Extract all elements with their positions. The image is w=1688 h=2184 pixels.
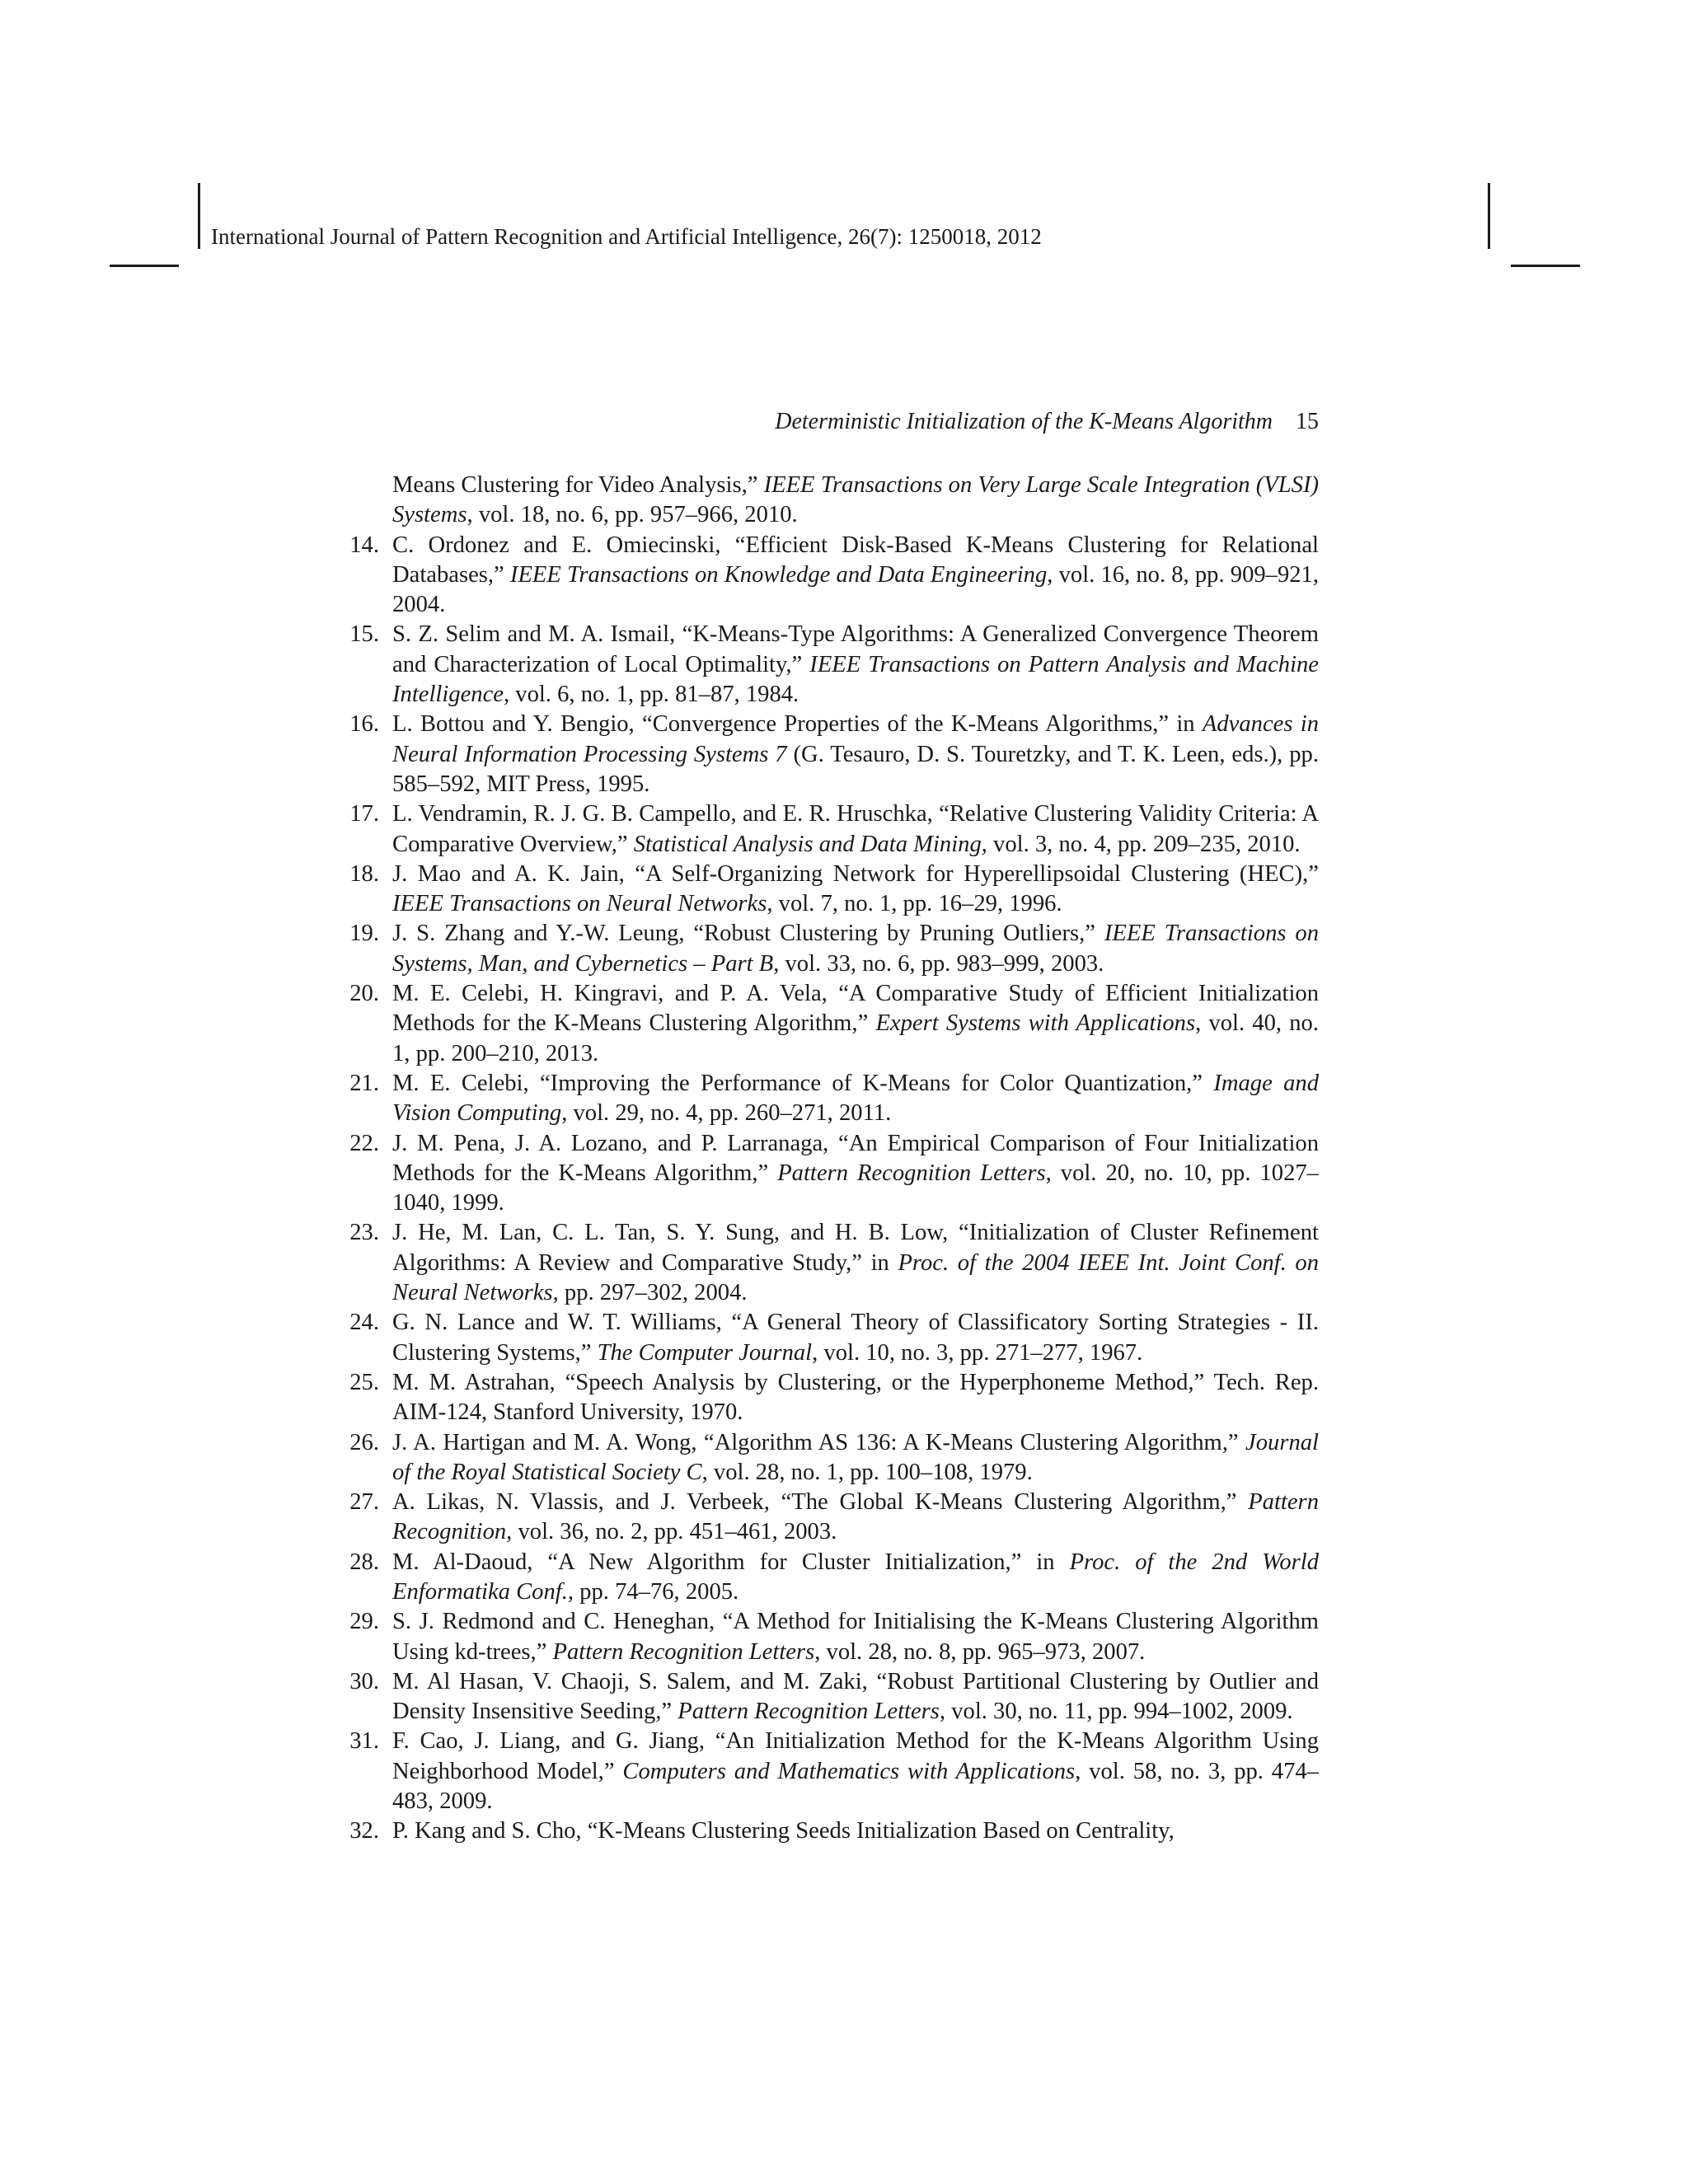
reference-segment: , pp. 297–302, 2004. [552,1280,748,1306]
reference-venue: Expert Systems with Applications [875,1010,1196,1037]
crop-mark-vertical-right [1488,183,1490,249]
reference-segment: J. A. Hartigan and M. A. Wong, “Algorithm AS 136: A K-Means Clustering Algorithm,” [392,1429,1246,1455]
reference-segment: J. He, M. Lan, C. L. Tan, S. Y. Sung, and H. B. Low, “Initialization of Cluster Refinement Algorithms: A Review and Comparative Study,” in [392,1220,1319,1276]
reference-segment: , vol. 3, no. 4, pp. 209–235, 2010. [981,831,1301,857]
reference-venue: Proc. of the 2004 IEEE Int. Joint Conf. on Neural Networks [392,1249,1319,1306]
reference-entry [330,620,1319,710]
reference-entry [330,1488,1319,1548]
reference-text [392,1430,1319,1485]
reference-segment: J. S. Zhang and Y.-W. Leung, “Robust Clustering by Pruning Outliers,” [392,921,1104,947]
running-head-title: Deterministic Initialization of the K-Means Algorithm [775,409,1273,434]
reference-segment: J. M. Pena, J. A. Lozano, and P. Larranaga, “An Empirical Comparison of Four Initialization Methods for the K-Means Algorithm,” [392,1130,1319,1186]
reference-segment: L. Bottou and Y. Bengio, “Convergence Properties of the K-Means Algorithms,” in [392,711,1203,738]
reference-number: 31. [349,1728,379,1755]
reference-segment: , vol. 36, no. 2, pp. 451–461, 2003. [506,1519,837,1545]
reference-venue: IEEE Transactions on Systems, Man, and Cybernetics – Part B [392,921,1319,977]
reference-segment: A. Likas, N. Vlassis, and J. Verbeek, “The Global K-Means Clustering Algorithm,” [392,1489,1249,1516]
reference-text [392,1131,1319,1216]
reference-segment: M. Al-Daoud, “A New Algorithm for Cluster Initialization,” in [392,1549,1070,1575]
reference-entry [330,979,1319,1069]
reference-number: 23. [349,1220,379,1246]
reference-text [392,1728,1319,1814]
reference-entry [330,1308,1319,1368]
reference-number: 27. [349,1489,379,1516]
reference-entry [330,1607,1319,1667]
reference-entry [330,1727,1319,1816]
reference-segment: , vol. 20, no. 10, pp. 1027–1040, 1999. [392,1160,1319,1216]
reference-number: 14. [349,532,379,558]
reference-segment: , vol. 10, no. 3, pp. 271–277, 1967. [812,1339,1143,1366]
reference-venue: Pattern Recognition Letters [777,1160,1046,1186]
reference-venue: Image and Vision Computing [392,1070,1319,1127]
reference-text [392,1818,1175,1844]
reference-entry [330,919,1319,979]
reference-segment: , vol. 6, no. 1, pp. 81–87, 1984. [503,682,799,708]
reference-venue: The Computer Journal [597,1339,813,1366]
reference-text [392,1549,1319,1605]
reference-venue: IEEE Transactions on Pattern Analysis and Machine Intelligence [392,651,1319,708]
reference-segment: L. Vendramin, R. J. G. B. Campello, and E. R. Hruschka, “Relative Clustering Validity Criteria: A Comparative Overview,” [392,801,1319,857]
crop-mark-vertical-left [198,183,200,249]
reference-segment: , vol. 40, no. 1, pp. 200–210, 2013. [392,1010,1319,1066]
reference-venue: Pattern Recognition [392,1489,1319,1545]
running-head [392,407,1319,437]
reference-text [392,1220,1319,1305]
reference-venue: Computers and Mathematics with Applications [622,1758,1076,1784]
reference-entry [330,799,1319,860]
reference-segment: , vol. 7, no. 1, pp. 16–29, 1996. [767,891,1062,917]
reference-number: 32. [349,1818,379,1844]
reference-entry [330,1368,1319,1428]
reference-text [392,1609,1319,1664]
reference-venue: IEEE Transactions on Very Large Scale Integration (VLSI) Systems [392,472,1319,528]
reference-segment: Means Clustering for Video Analysis,” [392,472,764,498]
reference-number: 20. [349,981,379,1007]
reference-text [392,981,1319,1066]
reference-number: 25. [349,1369,379,1395]
reference-segment: P. Kang and S. Cho, “K-Means Clustering Seeds Initialization Based on Centrality, [392,1818,1175,1844]
reference-number: 24. [349,1310,379,1336]
reference-text [392,1370,1319,1425]
journal-citation-line: International Journal of Pattern Recognition and Artificial Intelligence, 26(7): 1250018, 2012 [211,224,1042,249]
reference-segment: , vol. 18, no. 6, pp. 957–966, 2010. [467,502,798,528]
reference-text [392,1489,1319,1544]
reference-entry [330,1428,1319,1488]
reference-segment: M. E. Celebi, “Improving the Performance of K-Means for Color Quantization,” [392,1070,1214,1096]
reference-entry [330,1069,1319,1129]
reference-segment: F. Cao, J. Liang, and G. Jiang, “An Initialization Method for the K-Means Algorithm Using Neighborhood Model,” [392,1728,1319,1784]
reference-segment: J. Mao and A. K. Jain, “A Self-Organizing Network for Hyperellipsoidal Clustering (HEC),” [392,860,1319,887]
reference-venue: IEEE Transactions on Neural Networks [392,891,767,917]
reference-segment: C. Ordonez and E. Omiecinski, “Efficient Disk-Based K-Means Clustering for Relational Databases,” [392,532,1319,588]
reference-segment: S. J. Redmond and C. Heneghan, “A Method for Initialising the K-Means Clustering Algorithm Using kd-trees,” [392,1609,1319,1665]
reference-segment: , vol. 30, no. 11, pp. 994–1002, 2009. [939,1699,1293,1725]
reference-text [392,861,1319,916]
reference-text [392,1669,1319,1724]
reference-number: 19. [349,921,379,947]
reference-segment: , vol. 29, no. 4, pp. 260–271, 2011. [561,1100,892,1127]
reference-entry [330,531,1319,621]
reference-number: 22. [349,1130,379,1156]
reference-number: 16. [349,711,379,738]
reference-text [392,621,1319,707]
reference-entry [330,1548,1319,1608]
reference-segment: (G. Tesauro, D. S. Touretzky, and T. K. Leen, eds.), pp. 585–592, MIT Press, 1995. [392,741,1320,797]
reference-entry [330,1129,1319,1219]
reference-venue: Proc. of the 2nd World Enformatika Conf. [392,1549,1319,1605]
reference-number: 26. [349,1429,379,1455]
reference-venue: Journal of the Royal Statistical Society C [392,1429,1319,1485]
reference-segment: , vol. 33, no. 6, pp. 983–999, 2003. [773,950,1104,977]
reference-text [392,1071,1319,1126]
reference-segment: S. Z. Selim and M. A. Ismail, “K-Means-Type Algorithms: A Generalized Convergence Theorem and Characterization of Local Optimality,” [392,621,1319,677]
reference-text [392,711,1319,797]
reference-text [392,1310,1319,1365]
reference-number: 29. [349,1609,379,1635]
reference-number: 17. [349,801,379,827]
reference-segment: , pp. 74–76, 2005. [567,1578,739,1605]
reference-number: 28. [349,1549,379,1575]
reference-number: 30. [349,1668,379,1694]
reference-segment: M. Al Hasan, V. Chaoji, S. Salem, and M. Zaki, “Robust Partitional Clustering by Outlier and Density Insensitive Seeding,” [392,1668,1319,1725]
reference-number: 21. [349,1070,379,1096]
crop-mark-horizontal-left [110,265,179,267]
reference-segment: , vol. 28, no. 8, pp. 965–973, 2007. [814,1638,1146,1665]
page-number: 15 [1296,409,1319,434]
reference-segment: G. N. Lance and W. T. Williams, “A General Theory of Classificatory Sorting Strategies - II. Clustering Systems,” [392,1310,1319,1366]
reference-segment: M. E. Celebi, H. Kingravi, and P. A. Vela, “A Comparative Study of Efficient Initialization Methods for the K-Means Clustering Algorithm,” [392,981,1319,1037]
reference-venue: Statistical Analysis and Data Mining [633,831,982,857]
reference-entry [330,710,1319,799]
reference-number: 18. [349,860,379,887]
reference-entry [330,860,1319,920]
reference-text [392,921,1319,976]
reference-entry [330,1667,1319,1727]
reference-venue: Advances in Neural Information Processing Systems 7 [392,711,1319,767]
reference-segment: , vol. 58, no. 3, pp. 474–483, 2009. [392,1758,1319,1815]
reference-list [330,471,1319,1847]
crop-mark-horizontal-right [1511,265,1580,267]
reference-entry [330,1816,1319,1846]
reference-segment: , vol. 28, no. 1, pp. 100–108, 1979. [701,1459,1033,1485]
reference-text [392,801,1319,856]
reference-venue: Pattern Recognition Letters [552,1638,815,1665]
reference-venue: Pattern Recognition Letters [678,1699,940,1725]
reference-entry [330,1218,1319,1308]
reference-text [392,532,1319,618]
reference-text [392,472,1319,527]
reference-segment: , vol. 16, no. 8, pp. 909–921, 2004. [392,561,1319,618]
reference-venue: IEEE Transactions on Knowledge and Data Engineering [509,561,1048,588]
reference-entry [330,471,1319,531]
reference-number: 15. [349,621,379,648]
reference-segment: M. M. Astrahan, “Speech Analysis by Clustering, or the Hyperphoneme Method,” Tech. Rep. AIM-124, Stanford University, 1970. [392,1369,1319,1426]
